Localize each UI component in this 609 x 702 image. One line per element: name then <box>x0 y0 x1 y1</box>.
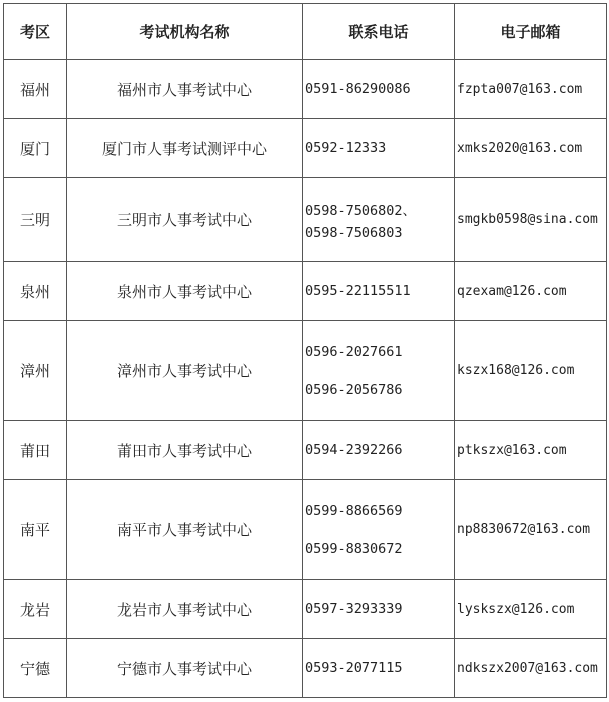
org-cell: 福州市人事考试中心 <box>67 60 303 119</box>
table-row <box>4 421 607 480</box>
phone-number: 0599-8866569 <box>305 502 403 519</box>
table-row <box>4 580 607 639</box>
phone-number: 0598-7506802、 <box>305 202 417 219</box>
org-cell: 泉州市人事考试中心 <box>67 262 303 321</box>
header-region: 考区 <box>4 4 67 60</box>
phone-cell <box>303 262 455 321</box>
email-cell: xmks2020@163.com <box>455 119 607 178</box>
table-header-row <box>4 4 607 60</box>
region-cell: 福州 <box>4 60 67 119</box>
region-cell: 漳州 <box>4 321 67 421</box>
phone-cell <box>303 60 455 119</box>
email-cell: ptkszx@163.com <box>455 421 607 480</box>
phone-number: 0592-12333 <box>305 140 387 156</box>
email-cell: np8830672@163.com <box>455 480 607 580</box>
header-org: 考试机构名称 <box>67 4 303 60</box>
table-row <box>4 321 607 421</box>
table-row <box>4 60 607 119</box>
org-cell: 莆田市人事考试中心 <box>67 421 303 480</box>
region-cell: 泉州 <box>4 262 67 321</box>
phone-number: 0593-2077115 <box>305 660 403 676</box>
email-cell: lyskszx@126.com <box>455 580 607 639</box>
phone-number: 0597-3293339 <box>305 601 403 617</box>
region-cell: 三明 <box>4 178 67 262</box>
header-email: 电子邮箱 <box>455 4 607 60</box>
region-cell: 南平 <box>4 480 67 580</box>
header-phone: 联系电话 <box>303 4 455 60</box>
phone-cell <box>303 178 455 262</box>
email-cell: smgkb0598@sina.com <box>455 178 607 262</box>
org-cell: 龙岩市人事考试中心 <box>67 580 303 639</box>
phone-cell <box>303 580 455 639</box>
email-cell: kszx168@126.com <box>455 321 607 421</box>
phone-cell <box>303 421 455 480</box>
phone-number: 0594-2392266 <box>305 442 403 458</box>
region-cell: 莆田 <box>4 421 67 480</box>
org-cell: 三明市人事考试中心 <box>67 178 303 262</box>
table-row <box>4 262 607 321</box>
region-cell: 厦门 <box>4 119 67 178</box>
table-row <box>4 119 607 178</box>
phone-cell <box>303 480 455 580</box>
phone-number: 0598-7506803 <box>305 224 403 241</box>
phone-cell <box>303 321 455 421</box>
phone-number: 0599-8830672 <box>305 540 403 557</box>
table-row <box>4 480 607 580</box>
region-cell: 龙岩 <box>4 580 67 639</box>
phone-number: 0595-22115511 <box>305 283 411 299</box>
table-row <box>4 178 607 262</box>
exam-contacts-table <box>3 3 607 698</box>
phone-cell <box>303 119 455 178</box>
org-cell: 南平市人事考试中心 <box>67 480 303 580</box>
org-cell: 厦门市人事考试测评中心 <box>67 119 303 178</box>
phone-number: 0591-86290086 <box>305 81 411 97</box>
region-cell: 宁德 <box>4 639 67 698</box>
org-cell: 漳州市人事考试中心 <box>67 321 303 421</box>
phone-number: 0596-2056786 <box>305 381 403 398</box>
org-cell: 宁德市人事考试中心 <box>67 639 303 698</box>
email-cell: fzpta007@163.com <box>455 60 607 119</box>
phone-number: 0596-2027661 <box>305 343 403 360</box>
table-row <box>4 639 607 698</box>
phone-cell <box>303 639 455 698</box>
email-cell: qzexam@126.com <box>455 262 607 321</box>
email-cell: ndkszx2007@163.com <box>455 639 607 698</box>
